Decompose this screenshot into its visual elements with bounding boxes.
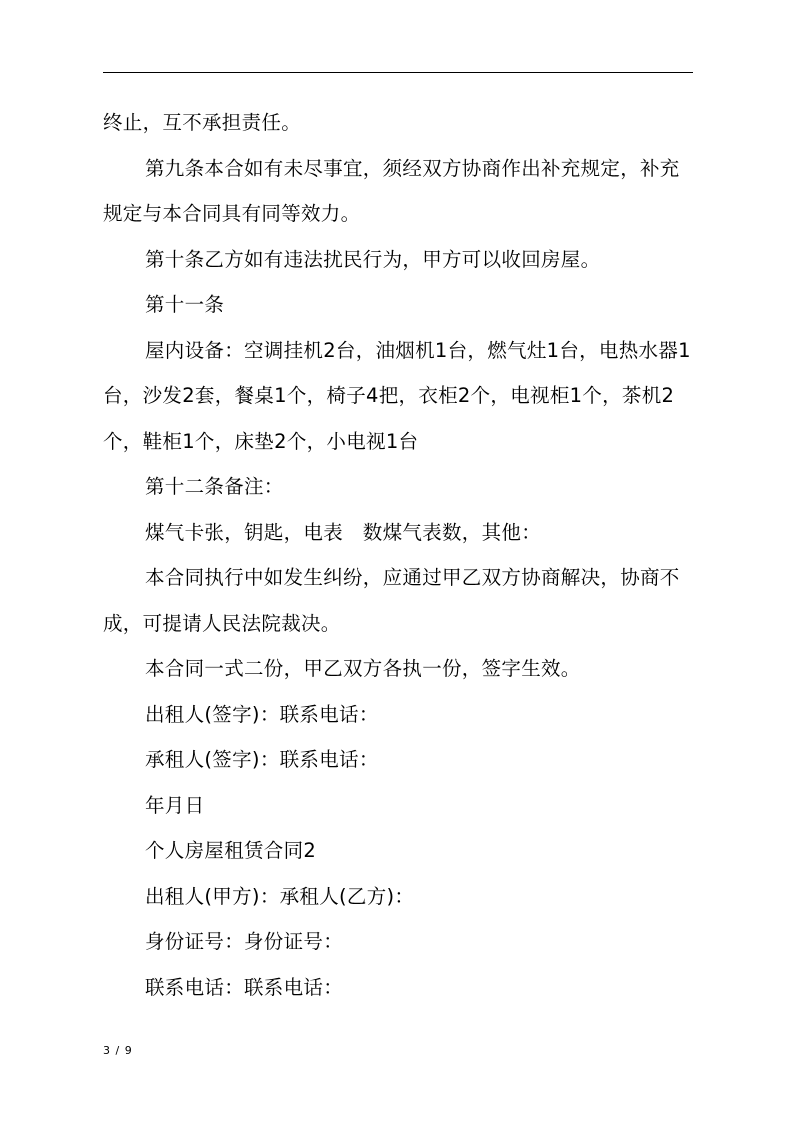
paragraph-termination: 终止，互不承担责任。 — [103, 111, 302, 134]
header-rule — [103, 72, 693, 73]
paragraph-parties: 出租人(甲方)：承租人(乙方)： — [145, 884, 415, 908]
paragraph-contract-2-title: 个人房屋租赁合同2 — [145, 839, 317, 862]
paragraph-article-11-heading: 第十一条 — [145, 293, 225, 316]
paragraph-date: 年月日 — [145, 793, 205, 817]
paragraph-id-numbers: 身份证号：身份证号： — [145, 930, 344, 953]
paragraph-copies: 本合同一式二份，甲乙双方各执一份，签字生效。 — [145, 657, 581, 680]
paragraph-equipment-list: 屋内设备：空调挂机2台，油烟机1台，燃气灶1台，电热水器1台，沙发2套，餐桌1个，椅子4把，衣柜2个，电视柜1个，茶机2个，鞋柜1个，床垫2个，小电视1台 — [103, 338, 691, 453]
paragraph-article-12-heading: 第十二条备注： — [145, 475, 284, 498]
paragraph-article-10: 第十条乙方如有违法扰民行为，甲方可以收回房屋。 — [145, 247, 601, 271]
paragraph-dispute-resolution: 本合同执行中如发生纠纷，应通过甲乙双方协商解决，协商不成，可提请人民法院裁决。 — [103, 566, 680, 635]
paragraph-phone-numbers: 联系电话：联系电话： — [145, 975, 344, 999]
paragraph-lessee-signature: 承租人(签字)：联系电话： — [145, 748, 379, 771]
page-number: 3 / 9 — [103, 1044, 133, 1057]
paragraph-gas-card-keys: 煤气卡张，钥匙，电表 数煤气表数，其他： — [145, 520, 542, 544]
document-body — [103, 100, 693, 1010]
paragraph-lessor-signature: 出租人(签字)：联系电话： — [145, 702, 379, 726]
paragraph-article-9: 第九条本合如有未尽事宜，须经双方协商作出补充规定，补充规定与本合同具有同等效力。 — [103, 156, 680, 225]
